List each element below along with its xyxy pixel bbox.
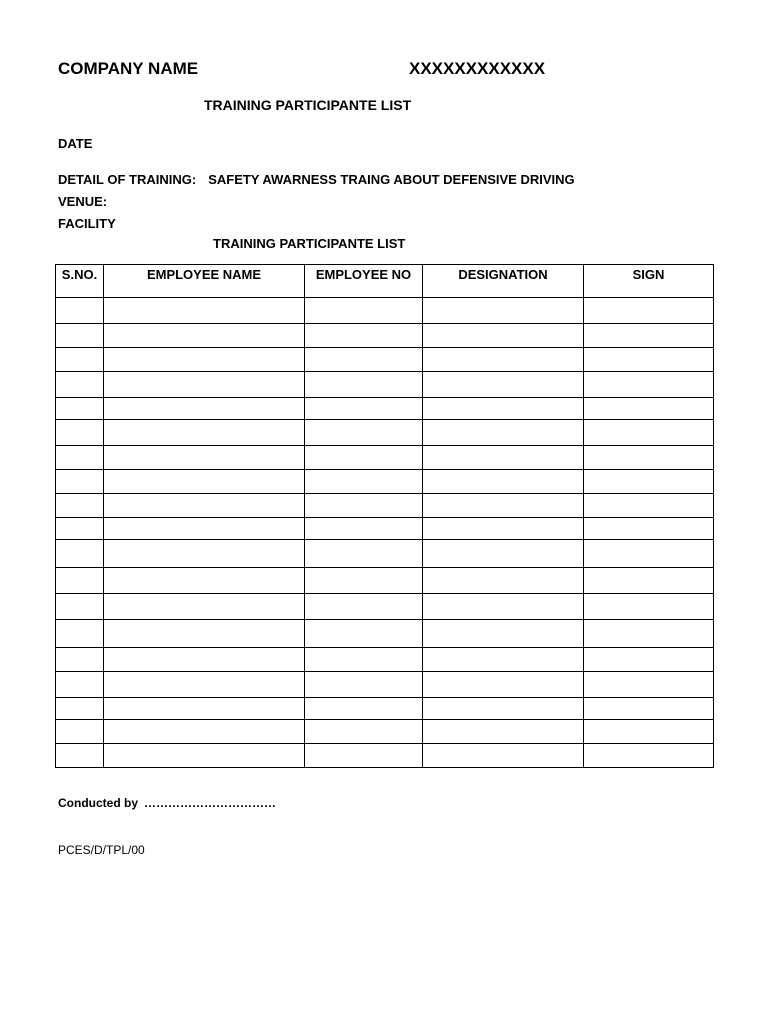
cell-employee-no	[305, 672, 423, 698]
column-header-employee-name: EMPLOYEE NAME	[104, 265, 305, 298]
participant-table	[55, 264, 714, 768]
cell-sign	[584, 324, 714, 348]
cell-designation	[423, 720, 584, 744]
cell-employee-name	[104, 420, 305, 446]
cell-sign	[584, 372, 714, 398]
table-row	[56, 672, 714, 698]
company-name: COMPANY NAME	[58, 59, 199, 78]
document-code-placeholder: XXXXXXXXXXXX	[409, 59, 546, 78]
table-row	[56, 372, 714, 398]
cell-sno	[56, 540, 104, 568]
cell-sno	[56, 744, 104, 768]
table-title: TRAINING PARTICIPANTE LIST	[213, 236, 406, 251]
table-row	[56, 324, 714, 348]
cell-employee-no	[305, 298, 423, 324]
cell-sno	[56, 648, 104, 672]
cell-sign	[584, 720, 714, 744]
training-detail	[58, 172, 575, 187]
cell-sign	[584, 620, 714, 648]
cell-sno	[56, 720, 104, 744]
cell-employee-no	[305, 518, 423, 540]
cell-sno	[56, 568, 104, 594]
cell-designation	[423, 568, 584, 594]
cell-sign	[584, 420, 714, 446]
table-row	[56, 470, 714, 494]
column-header-sno: S.NO.	[56, 265, 104, 298]
cell-sno	[56, 672, 104, 698]
cell-sign	[584, 698, 714, 720]
column-header-employee-no: EMPLOYEE NO	[305, 265, 423, 298]
cell-employee-name	[104, 698, 305, 720]
cell-sign	[584, 398, 714, 420]
cell-designation	[423, 470, 584, 494]
cell-employee-no	[305, 720, 423, 744]
cell-sno	[56, 594, 104, 620]
cell-employee-no	[305, 494, 423, 518]
cell-designation	[423, 298, 584, 324]
cell-employee-name	[104, 672, 305, 698]
cell-employee-no	[305, 648, 423, 672]
cell-designation	[423, 672, 584, 698]
table-row	[56, 620, 714, 648]
cell-sign	[584, 540, 714, 568]
cell-employee-no	[305, 348, 423, 372]
cell-designation	[423, 420, 584, 446]
cell-designation	[423, 698, 584, 720]
cell-designation	[423, 446, 584, 470]
cell-designation	[423, 518, 584, 540]
cell-employee-name	[104, 594, 305, 620]
cell-sign	[584, 494, 714, 518]
cell-employee-name	[104, 470, 305, 494]
table-row	[56, 568, 714, 594]
cell-sign	[584, 594, 714, 620]
table-row	[56, 744, 714, 768]
table-row	[56, 398, 714, 420]
cell-employee-no	[305, 324, 423, 348]
cell-employee-no	[305, 744, 423, 768]
table-row	[56, 720, 714, 744]
table-row	[56, 648, 714, 672]
cell-sno	[56, 348, 104, 372]
cell-sign	[584, 744, 714, 768]
page-title: TRAINING PARTICIPANTE LIST	[204, 97, 412, 113]
cell-employee-no	[305, 446, 423, 470]
cell-designation	[423, 594, 584, 620]
cell-employee-no	[305, 372, 423, 398]
table-header-row	[56, 265, 714, 298]
cell-employee-name	[104, 494, 305, 518]
training-detail-label: DETAIL OF TRAINING:	[58, 172, 197, 187]
cell-sno	[56, 470, 104, 494]
cell-sno	[56, 298, 104, 324]
table-row	[56, 494, 714, 518]
cell-designation	[423, 540, 584, 568]
cell-employee-no	[305, 398, 423, 420]
cell-employee-no	[305, 420, 423, 446]
cell-employee-name	[104, 324, 305, 348]
cell-designation	[423, 620, 584, 648]
cell-employee-no	[305, 568, 423, 594]
cell-sno	[56, 420, 104, 446]
cell-sno	[56, 620, 104, 648]
cell-sign	[584, 568, 714, 594]
table-row	[56, 540, 714, 568]
table-row	[56, 698, 714, 720]
cell-sign	[584, 446, 714, 470]
cell-designation	[423, 648, 584, 672]
cell-employee-name	[104, 568, 305, 594]
cell-sign	[584, 648, 714, 672]
cell-designation	[423, 324, 584, 348]
cell-sign	[584, 470, 714, 494]
training-detail-value: SAFETY AWARNESS TRAING ABOUT DEFENSIVE DRIVING	[208, 172, 575, 187]
cell-employee-name	[104, 518, 305, 540]
cell-employee-name	[104, 372, 305, 398]
cell-sno	[56, 372, 104, 398]
cell-sign	[584, 348, 714, 372]
cell-employee-name	[104, 620, 305, 648]
cell-employee-name	[104, 648, 305, 672]
cell-sign	[584, 672, 714, 698]
cell-sign	[584, 518, 714, 540]
conducted-by-blank: ……………………………	[144, 796, 276, 810]
cell-employee-no	[305, 620, 423, 648]
cell-employee-name	[104, 720, 305, 744]
column-header-designation: DESIGNATION	[423, 265, 584, 298]
table-row	[56, 518, 714, 540]
column-header-sign: SIGN	[584, 265, 714, 298]
table-row	[56, 348, 714, 372]
cell-employee-no	[305, 594, 423, 620]
cell-employee-name	[104, 540, 305, 568]
conducted-by	[58, 796, 276, 810]
cell-employee-name	[104, 744, 305, 768]
table-body	[56, 298, 714, 768]
cell-sno	[56, 324, 104, 348]
cell-employee-name	[104, 298, 305, 324]
cell-designation	[423, 348, 584, 372]
table-row	[56, 420, 714, 446]
cell-sno	[56, 398, 104, 420]
facility-label: FACILITY	[58, 216, 116, 231]
table-row	[56, 298, 714, 324]
cell-sign	[584, 298, 714, 324]
cell-designation	[423, 398, 584, 420]
cell-sno	[56, 698, 104, 720]
cell-employee-name	[104, 398, 305, 420]
cell-sno	[56, 494, 104, 518]
cell-designation	[423, 494, 584, 518]
cell-employee-no	[305, 698, 423, 720]
cell-employee-no	[305, 470, 423, 494]
cell-employee-no	[305, 540, 423, 568]
cell-designation	[423, 744, 584, 768]
cell-employee-name	[104, 446, 305, 470]
cell-employee-name	[104, 348, 305, 372]
table-row	[56, 594, 714, 620]
conducted-by-label: Conducted by	[58, 796, 138, 810]
cell-sno	[56, 518, 104, 540]
form-code: PCES/D/TPL/00	[58, 843, 145, 857]
table-row	[56, 446, 714, 470]
venue-label: VENUE:	[58, 194, 108, 209]
cell-designation	[423, 372, 584, 398]
cell-sno	[56, 446, 104, 470]
date-label: DATE	[58, 136, 93, 151]
